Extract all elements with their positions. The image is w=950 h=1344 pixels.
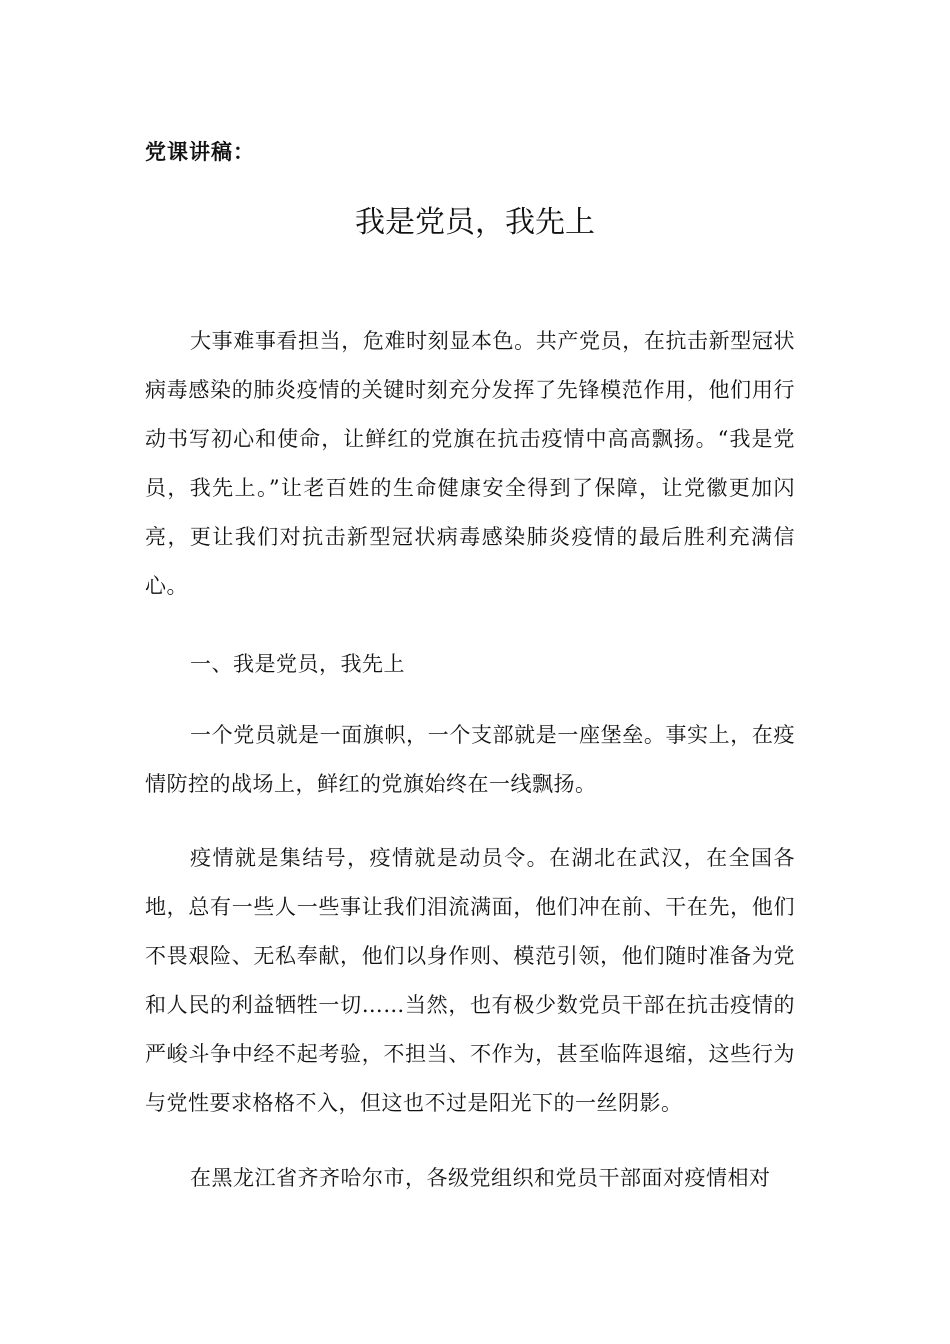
document-title: 我是党员，我先上 — [355, 205, 595, 240]
body-paragraph: 一个党员就是一面旗帜，一个支部就是一座堡垒。事实上，在疫情防控的战场上，鲜红的党旗始终在一线飘扬。 — [145, 723, 795, 796]
document-label: 党课讲稿： — [145, 140, 255, 164]
body-paragraph: 疫情就是集结号，疫情就是动员令。在湖北在武汉，在全国各地，总有一些人一些事让我们泪流满面，他们冲在前、干在先，他们不畏艰险、无私奉献，他们以身作则、模范引领，他们随时准备为党和人民的利益牺牲一切……当然，也有极少数党员干部在抗击疫情的严峻斗争中经不起考验，不担当、不作为，甚至临阵退缩，这些行为与党性要求格格不入，但这也不过是阳光下的一丝阴影。 — [145, 846, 795, 1115]
intro-paragraph: 大事难事看担当，危难时刻显本色。共产党员，在抗击新型冠状病毒感染的肺炎疫情的关键时刻充分发挥了先锋模范作用，他们用行动书写初心和使命，让鲜红的党旗在抗击疫情中高高飘扬。“我是党员，我先上。”让老百姓的生命健康安全得到了保障，让党徽更加闪亮，更让我们对抗击新型冠状病毒感染肺炎疫情的最后胜利充满信心。 — [145, 329, 795, 598]
body-paragraph-partial: 在黑龙江省齐齐哈尔市，各级党组织和党员干部面对疫情相对 — [190, 1166, 771, 1190]
section-heading: 一、我是党员，我先上 — [190, 652, 405, 676]
